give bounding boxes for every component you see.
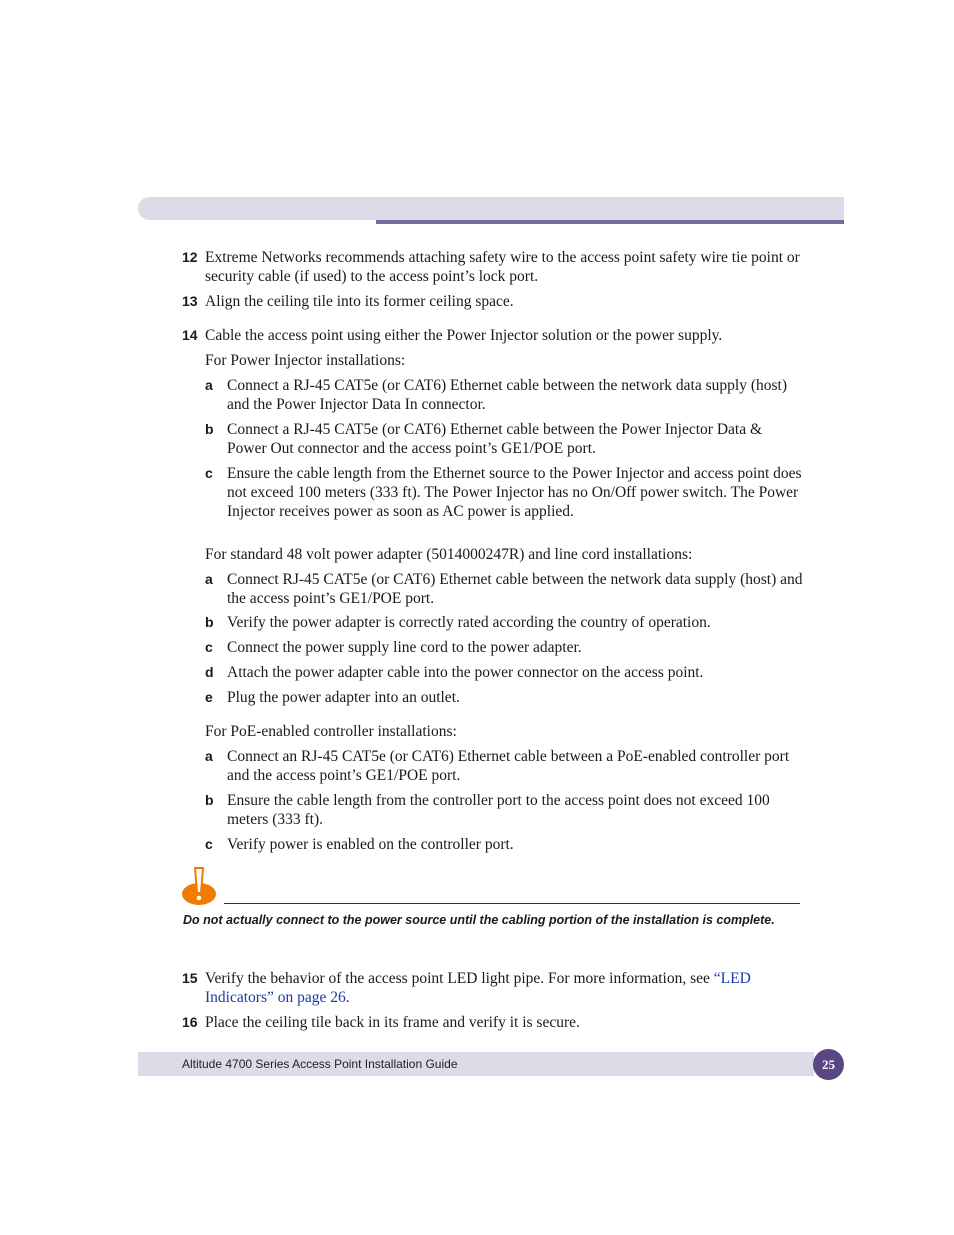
list-item: [205, 835, 805, 854]
poe-controller-intro: For PoE-enabled controller installations:: [205, 723, 457, 740]
step-number: 15: [182, 970, 198, 986]
item-letter: a: [205, 748, 213, 764]
step-number: 16: [182, 1014, 198, 1030]
list-item: [205, 613, 805, 632]
header-accent-rule: [376, 220, 844, 224]
step-16: [182, 1013, 802, 1032]
item-text: Connect RJ-45 CAT5e (or CAT6) Ethernet cable between the network data supply (host) and the access point’s GE1/POE port.: [227, 571, 803, 607]
caution-rule: [224, 903, 800, 904]
list-item: [205, 638, 805, 657]
power-adapter-intro: For standard 48 volt power adapter (5014000247R) and line cord installations:: [205, 546, 693, 563]
item-text: Connect a RJ-45 CAT5e (or CAT6) Ethernet cable between the network data supply (host) and the Power Injector Data In connector.: [227, 377, 787, 413]
step-number: 12: [182, 249, 198, 265]
step-14: [182, 326, 802, 345]
item-text: Plug the power adapter into an outlet.: [227, 689, 460, 706]
step-text: [205, 969, 802, 1007]
item-text: Ensure the cable length from the Ethernet source to the Power Injector and access point does not exceed 100 meters (333 ft). The Power Injector has no On/Off power switch. The Power Injector receives power as soon as AC power is applied.: [227, 465, 802, 520]
list-item: [205, 791, 805, 829]
step-number: 13: [182, 293, 198, 309]
power-injector-intro: For Power Injector installations:: [205, 352, 406, 369]
list-item: [205, 663, 805, 682]
footer-title: Altitude 4700 Series Access Point Installation Guide: [182, 1057, 458, 1071]
item-text: Attach the power adapter cable into the power connector on the access point.: [227, 664, 704, 681]
step-text: Cable the access point using either the Power Injector solution or the power supply.: [205, 327, 723, 344]
list-item: [205, 420, 805, 458]
link-suffix: .: [345, 989, 350, 1006]
step-12: [182, 248, 802, 286]
step-text: Align the ceiling tile into its former ceiling space.: [205, 293, 514, 310]
item-letter: c: [205, 465, 213, 481]
item-letter: c: [205, 639, 213, 655]
item-text: Verify power is enabled on the controller port.: [227, 836, 514, 853]
caution-icon: [181, 866, 217, 906]
item-letter: e: [205, 689, 213, 705]
item-letter: d: [205, 664, 214, 680]
list-item: [205, 570, 805, 608]
caution-text: Do not actually connect to the power source until the cabling portion of the installation is complete.: [183, 913, 775, 927]
item-text: Verify the power adapter is correctly rated according the country of operation.: [227, 614, 711, 631]
list-item: [205, 376, 805, 414]
item-letter: b: [205, 614, 214, 630]
item-text: Ensure the cable length from the controller port to the access point does not exceed 100 meters (333 ft).: [227, 792, 770, 828]
list-item: [205, 464, 805, 521]
item-letter: a: [205, 377, 213, 393]
item-letter: c: [205, 836, 213, 852]
item-text: Connect an RJ-45 CAT5e (or CAT6) Ethernet cable between a PoE-enabled controller port and the access point’s GE1/POE port.: [227, 748, 790, 784]
item-text: Connect a RJ-45 CAT5e (or CAT6) Ethernet cable between the Power Injector Data & Power Out connector and the access point’s GE1/POE port.: [227, 421, 763, 457]
item-letter: b: [205, 421, 214, 437]
step-text: Place the ceiling tile back in its frame and verify it is secure.: [205, 1014, 580, 1031]
page-number-badge: 25: [813, 1049, 844, 1080]
item-text: Connect the power supply line cord to the power adapter.: [227, 639, 582, 656]
led-indicators-link[interactable]: “LED Indicators” on page 26: [205, 970, 751, 1006]
step-13: [182, 292, 802, 311]
list-item: [205, 747, 805, 785]
list-item: [205, 688, 805, 707]
step-number: 14: [182, 327, 198, 343]
item-letter: a: [205, 571, 213, 587]
header-band: [138, 197, 844, 220]
item-letter: b: [205, 792, 214, 808]
step-text-body: Verify the behavior of the access point LED light pipe. For more information, see: [205, 970, 714, 987]
step-text: Extreme Networks recommends attaching safety wire to the access point safety wire tie point or security cable (if used) to the access point’s lock port.: [205, 249, 800, 285]
step-15: [182, 969, 802, 1007]
